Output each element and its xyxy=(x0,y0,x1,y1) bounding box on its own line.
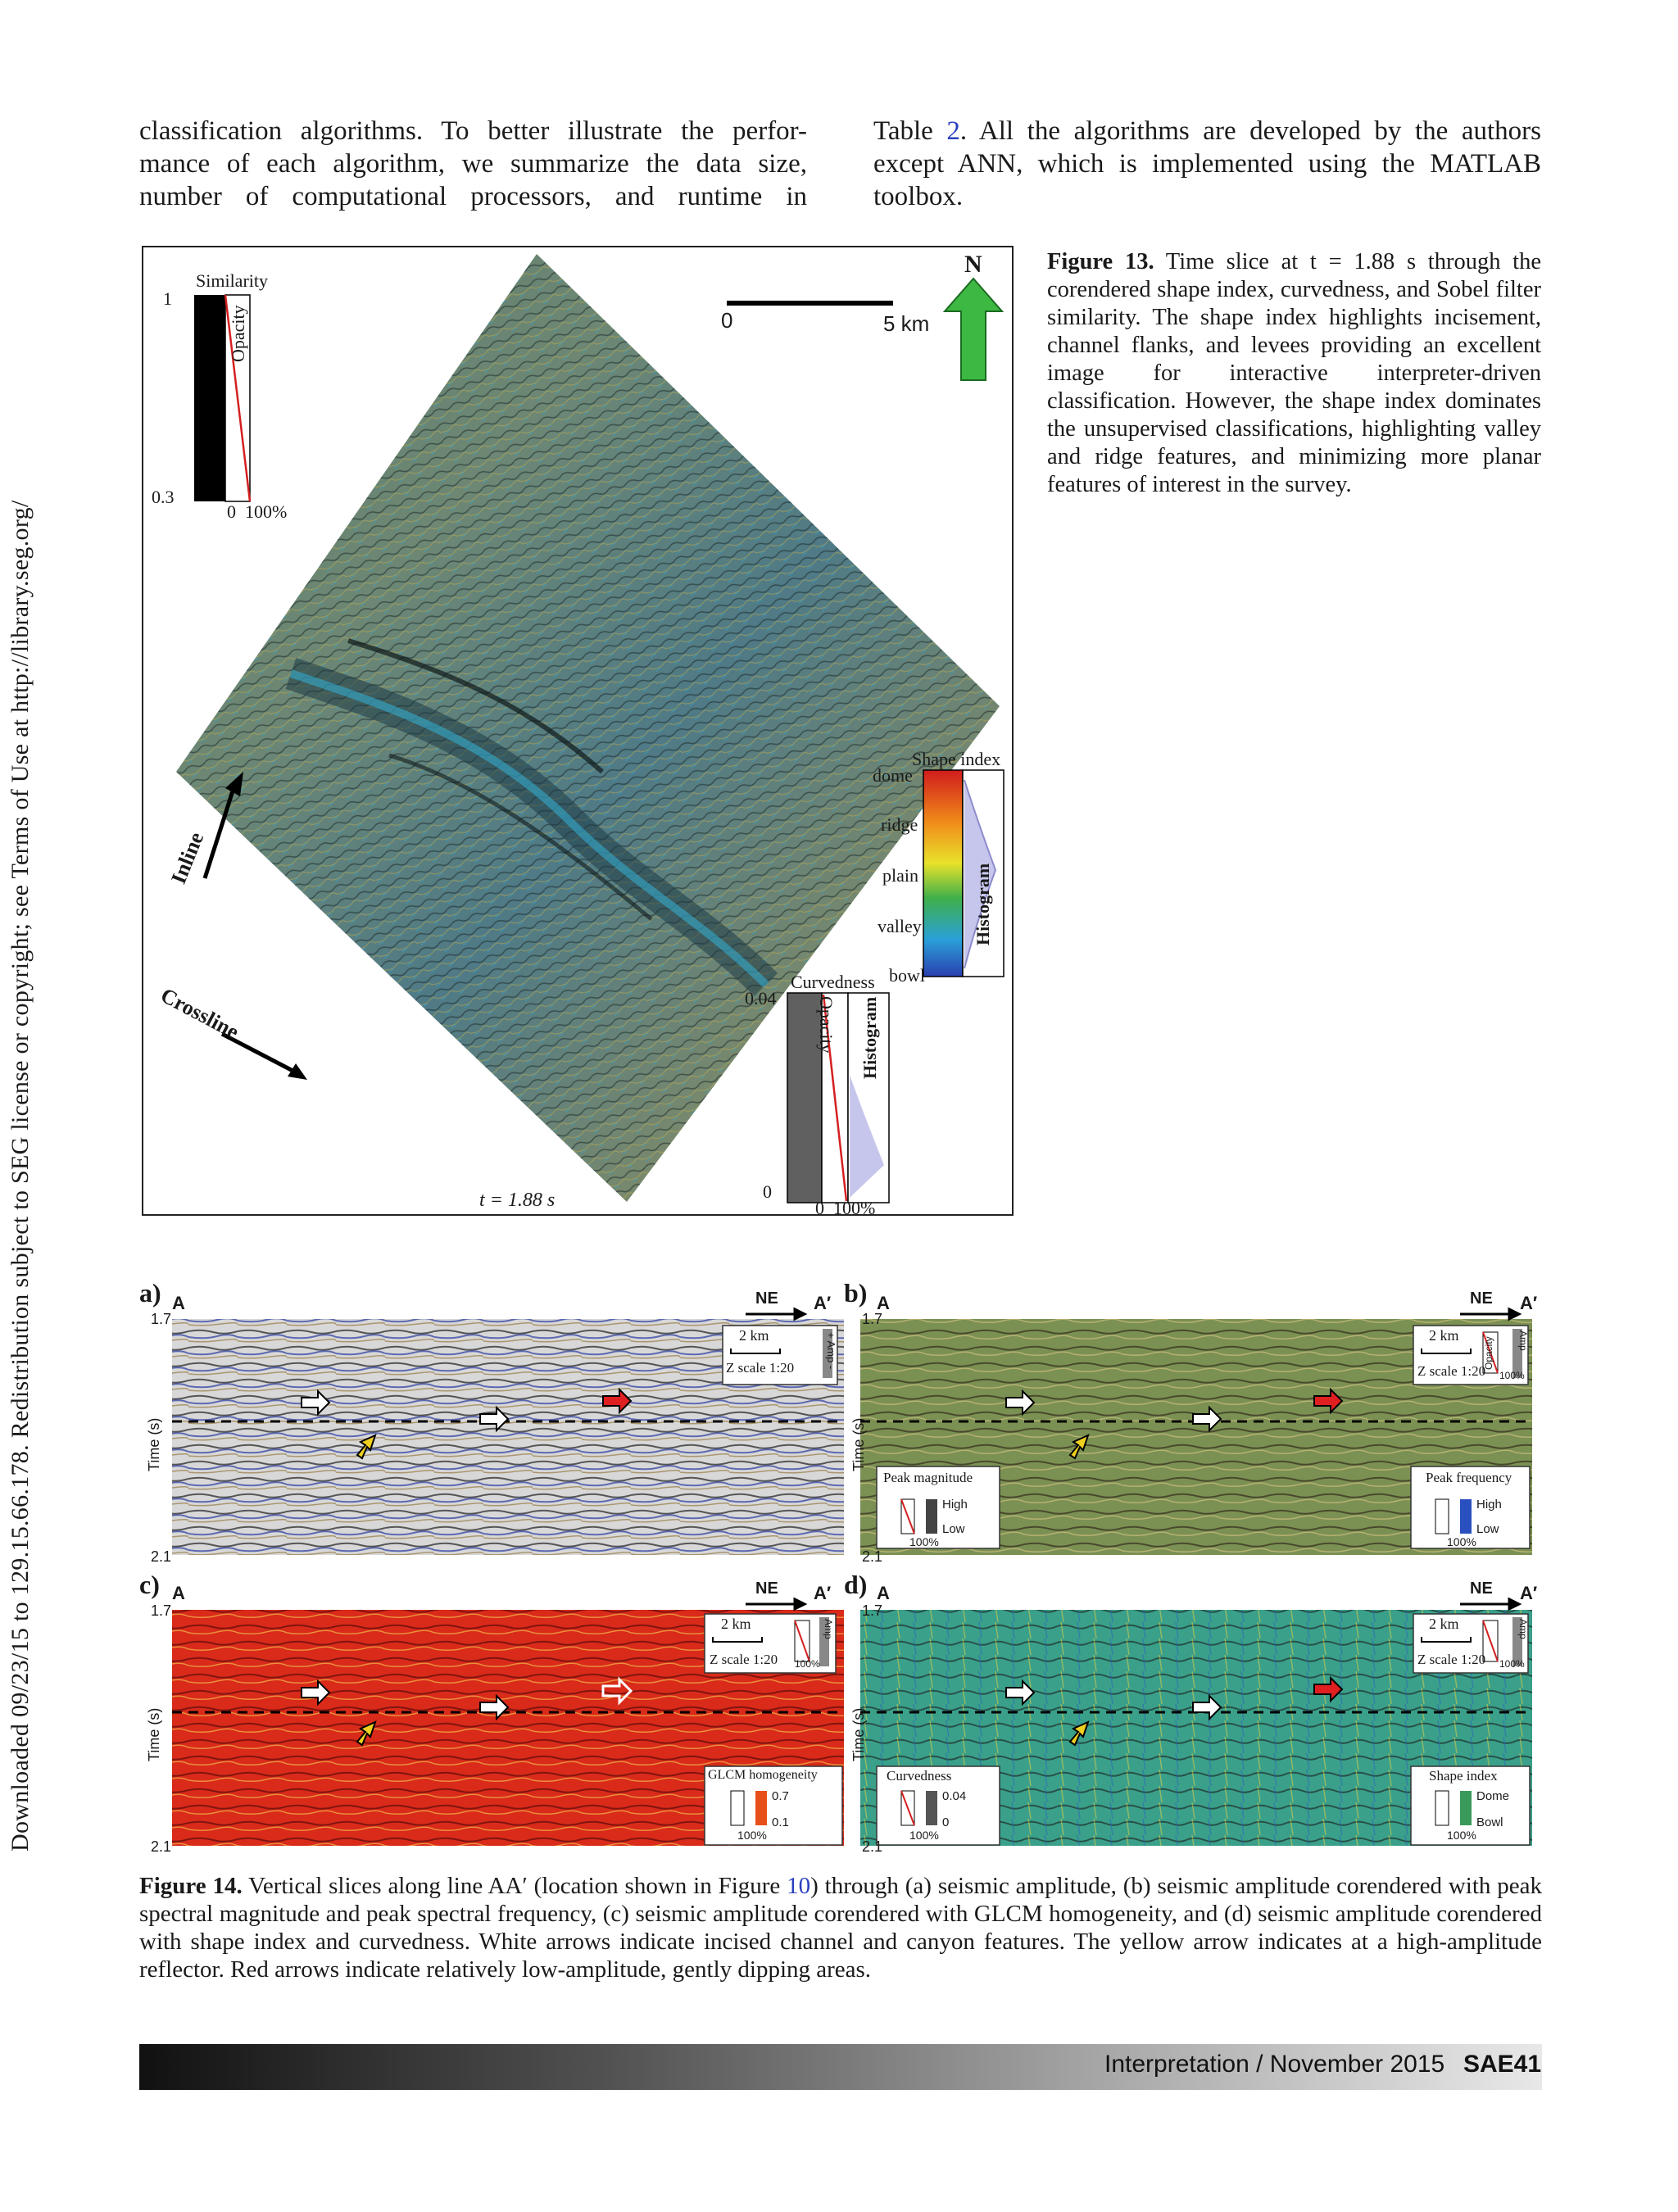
panel-c-time-axis: Time (s) xyxy=(146,1707,162,1761)
figure-10-link[interactable]: 10 xyxy=(787,1873,811,1899)
panel-d-letter: d) xyxy=(844,1570,868,1599)
shape-histogram-label: Histogram xyxy=(973,863,993,945)
panel-a-time-axis: Time (s) xyxy=(146,1417,162,1471)
panel-c-legend-pct: 100% xyxy=(737,1829,767,1842)
left-line-3: number of computational processors, and runtime in xyxy=(139,182,807,211)
right-line-3: toolbox. xyxy=(873,182,964,211)
figure-14-graphic xyxy=(139,1278,1549,1852)
figure-14-label: Figure 14. xyxy=(139,1873,243,1899)
right-line-1 xyxy=(873,115,1541,147)
panel-b-ne: NE xyxy=(1470,1290,1493,1308)
left-line-1: classification algorithms. To better illustrate the perfor- xyxy=(139,116,807,146)
panel-c-time-bottom: 2.1 xyxy=(151,1838,172,1855)
panel-a-letter: a) xyxy=(139,1278,161,1308)
panel-b-legend1-high: High xyxy=(942,1498,968,1512)
opacity-label-1: Opacity xyxy=(228,305,248,362)
panel-b-zscale: Z scale 1:20 xyxy=(1417,1363,1486,1379)
panel-b-time-axis: Time (s) xyxy=(850,1417,867,1471)
panel-c-time-top: 1.7 xyxy=(151,1602,172,1619)
panel-a-ne: NE xyxy=(755,1290,778,1308)
panel-b-letter: b) xyxy=(844,1278,868,1308)
similarity-opacity-scale xyxy=(227,501,287,523)
panel-a-time-bottom: 2.1 xyxy=(151,1548,172,1565)
opacity-hundred-2: 100% xyxy=(833,1198,876,1218)
panel-c-letter: c) xyxy=(139,1570,160,1599)
panel-d-legend2-title: Shape index xyxy=(1429,1768,1498,1784)
panel-d-scale: 2 km xyxy=(1429,1616,1459,1632)
similarity-max: 1 xyxy=(163,288,172,309)
panel-c-legend-low: 0.1 xyxy=(772,1815,789,1829)
crossline-label: Crossline xyxy=(156,983,243,1045)
panel-d-legend2-high: Dome xyxy=(1476,1789,1510,1803)
panel-b-legend1-title: Peak magnitude xyxy=(883,1470,973,1485)
panel-d-pct: 100% xyxy=(1499,1658,1525,1670)
panel-b-legend1-low: Low xyxy=(942,1522,965,1536)
panel-b-time-top: 1.7 xyxy=(862,1311,883,1327)
shape-label-valley: valley xyxy=(878,916,922,936)
crossline-arrow-icon xyxy=(222,1034,301,1075)
curvedness-title: Curvedness xyxy=(791,972,875,992)
panel-c-legend-high: 0.7 xyxy=(772,1789,789,1803)
panel-b-legend2-high: High xyxy=(1476,1498,1502,1512)
table-word: Table xyxy=(873,116,947,146)
panel-b-opacity: Opacity xyxy=(1483,1336,1494,1370)
panel-a-amp: + Amp - xyxy=(825,1332,837,1370)
panel-a-zscale: Z scale 1:20 xyxy=(726,1360,795,1376)
panel-d-legend1-title: Curvedness xyxy=(887,1768,952,1784)
opacity-hundred-1: 100% xyxy=(245,501,288,522)
panel-c-Aprime: A′ xyxy=(814,1583,832,1603)
figure-13-graphic xyxy=(143,247,1012,1214)
curvedness-min: 0 xyxy=(763,1181,772,1202)
panel-d-legend1-low: 0 xyxy=(942,1815,950,1829)
scale-zero: 0 xyxy=(721,308,733,333)
panel-d-zscale: Z scale 1:20 xyxy=(1417,1652,1486,1667)
panel-a-time-top: 1.7 xyxy=(151,1311,172,1327)
curvedness-histogram-label: Histogram xyxy=(859,996,880,1079)
scale-km: 5 km xyxy=(883,311,930,336)
panel-b-legend2-title: Peak frequency xyxy=(1426,1470,1512,1485)
panel-b-A: A xyxy=(877,1293,890,1313)
panel-b-time-bottom: 2.1 xyxy=(862,1548,883,1565)
panel-d-time-bottom: 2.1 xyxy=(862,1838,883,1855)
panel-d-amp: Amp xyxy=(1517,1619,1529,1639)
panel-d-legend2-pct: 100% xyxy=(1447,1829,1476,1842)
shape-label-ridge: ridge xyxy=(881,814,918,835)
panel-d-Aprime: A′ xyxy=(1520,1583,1538,1603)
panel-c-scale: 2 km xyxy=(721,1616,751,1632)
panel-d-A: A xyxy=(877,1583,890,1603)
left-line-2: mance of each algorithm, we summarize the data size, xyxy=(139,149,807,179)
panel-c-amp: Amp xyxy=(823,1619,834,1639)
similarity-title: Similarity xyxy=(196,270,268,291)
panel-d-legend1-pct: 100% xyxy=(909,1829,939,1842)
panel-a-scale: 2 km xyxy=(739,1327,769,1344)
shape-label-dome: dome xyxy=(873,765,913,786)
left-column-text xyxy=(139,115,807,213)
figure-13 xyxy=(142,246,1014,1216)
panel-b-scale: 2 km xyxy=(1429,1327,1459,1344)
panel-d-legend1-high: 0.04 xyxy=(942,1789,967,1803)
panel-d-time-top: 1.7 xyxy=(862,1602,883,1619)
figure-13-caption-text: Time slice at t = 1.88 s through the corendered shape index, curvedness, and Sobel filter similarity. The shape index highlights incisement, channel flanks, and levees providing an excellent image for interactive interpreter-driven classification. However, the shape index dominates the unsupervised classifications, highlighting valley and ridge features, and minimizing more planar features of interest in the survey. xyxy=(1047,249,1542,497)
panel-d-time-axis: Time (s) xyxy=(850,1707,867,1761)
table-2-link[interactable]: 2 xyxy=(946,116,960,146)
curvedness-max: 0.04 xyxy=(745,988,777,1009)
shape-label-plain: plain xyxy=(882,865,918,886)
similarity-opacity-label xyxy=(228,305,249,362)
panel-b-legend1-pct: 100% xyxy=(909,1535,939,1548)
panel-b-legend2-pct: 100% xyxy=(1447,1535,1476,1548)
opacity-zero-2: 0 xyxy=(815,1198,824,1218)
panel-c-zscale: Z scale 1:20 xyxy=(710,1652,778,1667)
panel-d-ne: NE xyxy=(1470,1580,1493,1598)
curvedness-opacity-label: Opacity xyxy=(816,996,837,1054)
right-line-2: except ANN, which is implemented using the MATLAB xyxy=(873,149,1541,179)
panel-a-A: A xyxy=(172,1293,185,1313)
time-label: t = 1.88 s xyxy=(479,1190,556,1211)
north-label: N xyxy=(964,251,982,278)
panel-a-Aprime: A′ xyxy=(814,1293,832,1313)
figure-14 xyxy=(139,1278,1549,1855)
inline-label: Inline xyxy=(166,828,209,887)
panel-c-pct: 100% xyxy=(795,1658,820,1670)
panel-c-A: A xyxy=(172,1583,185,1603)
panel-b-legend2-low: Low xyxy=(1476,1522,1499,1536)
footer-journal: Interpretation / November 2015 xyxy=(1104,2051,1445,2078)
side-note: Downloaded 09/23/15 to 129.15.66.178. Redistribution subject to SEG license or copyright; see Terms of Use at http://library.seg.org/ xyxy=(7,500,34,1852)
panel-d-legend2-low: Bowl xyxy=(1476,1815,1503,1829)
figure-13-caption xyxy=(1047,248,1541,499)
panel-b-amp: Amp xyxy=(1517,1330,1529,1351)
panel-b-Aprime: A′ xyxy=(1520,1293,1538,1313)
shape-index-title: Shape index xyxy=(912,749,1001,769)
figure-14-caption-pre: Vertical slices along line AA′ (location shown in Figure xyxy=(242,1873,787,1899)
figure-13-label: Figure 13. xyxy=(1047,249,1154,274)
shape-label-bowl: bowl xyxy=(889,965,925,986)
figure-14-caption-post: ) through (a) seismic amplitude, (b) seismic amplitude corendered with peak spectral magnitude and peak spectral frequency, (c) seismic amplitude corendered with GLCM homogeneity, and (d) seismic amplitude corendered with shape index and curvedness. White arrows indicate incised channel and canyon features. The yellow arrow indicates at a high-amplitude reflector. Red arrows indicate relatively low-amplitude, gently dipping areas. xyxy=(139,1873,1542,1983)
opacity-zero-1: 0 xyxy=(227,501,236,522)
panel-b-pct: 100% xyxy=(1499,1370,1525,1381)
curvedness-opacity-scale xyxy=(815,1198,875,1219)
similarity-min: 0.3 xyxy=(152,487,175,507)
north-arrow-icon xyxy=(945,279,1002,380)
figure-14-caption xyxy=(139,1872,1542,1983)
panel-c-ne: NE xyxy=(755,1580,778,1598)
footer-page: SAE41 xyxy=(1463,2051,1542,2078)
right-column-text xyxy=(873,115,1541,213)
right-line-1-rest: . All the algorithms are developed by the authors xyxy=(959,116,1541,146)
panel-c-legend-title: GLCM homogeneity xyxy=(708,1768,818,1782)
